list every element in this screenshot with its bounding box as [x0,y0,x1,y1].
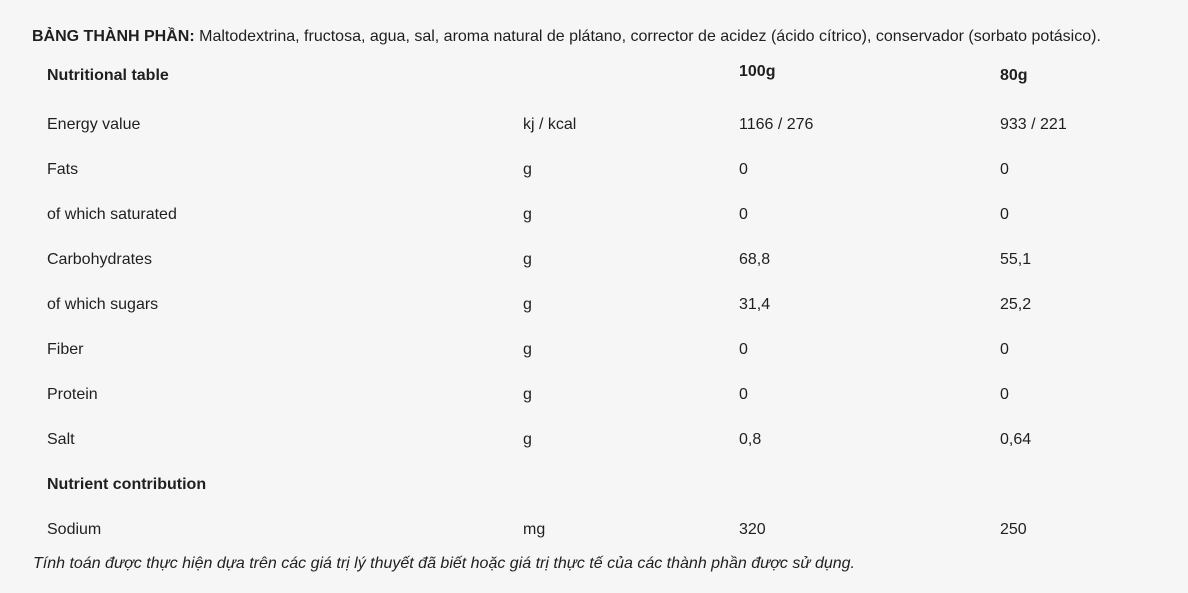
table-row [47,157,1167,202]
table-row [47,112,1167,157]
table-row [47,247,1167,292]
ingredients-line [32,27,1101,47]
row-value-100g: 0,8 [739,431,762,448]
row-value-100g: 320 [739,521,766,538]
column-header-100g: 100g [739,63,776,80]
column-header-80g: 80g [1000,67,1028,84]
row-unit: mg [523,521,546,538]
table-title: Nutritional table [47,67,169,84]
row-name: Sodium [47,521,102,538]
row-name: of which saturated [47,206,177,223]
row-value-100g: 0 [739,206,748,223]
row-value-80g: 0 [1000,341,1009,358]
nutrition-table [47,62,1167,562]
row-name: of which sugars [47,296,159,313]
table-row [47,202,1167,247]
row-unit: kj / kcal [523,116,577,133]
table-row [47,337,1167,382]
row-name: Salt [47,431,75,448]
row-name: Energy value [47,116,141,133]
row-name: Fats [47,161,79,178]
row-value-80g: 55,1 [1000,251,1032,268]
table-row [47,427,1167,472]
row-unit: g [523,161,532,178]
row-unit: g [523,251,532,268]
row-unit: g [523,296,532,313]
row-value-100g: 1166 / 276 [739,116,814,133]
table-header-row [47,62,1167,107]
row-value-100g: 0 [739,341,748,358]
row-unit: g [523,341,532,358]
table-row [47,382,1167,427]
row-name: Fiber [47,341,84,358]
row-value-80g: 25,2 [1000,296,1032,313]
row-value-80g: 0 [1000,386,1009,403]
row-value-80g: 0 [1000,206,1009,223]
ingredients-text: Maltodextrina, fructosa, agua, sal, aroma natural de plátano, corrector de acidez (ácido cítrico), conservador (sorbato potásico). [199,28,1101,45]
row-unit: g [523,431,532,448]
section-title: Nutrient contribution [47,476,207,493]
row-unit: g [523,206,532,223]
row-value-80g: 0,64 [1000,431,1032,448]
footnote: Tính toán được thực hiện dựa trên các giá trị lý thuyết đã biết hoặc giá trị thực tế của các thành phần được sử dụng. [33,555,855,572]
row-value-80g: 933 / 221 [1000,116,1067,133]
row-value-100g: 68,8 [739,251,771,268]
row-name: Carbohydrates [47,251,152,268]
row-value-100g: 0 [739,386,748,403]
row-value-100g: 0 [739,161,748,178]
row-value-80g: 250 [1000,521,1027,538]
row-value-100g: 31,4 [739,296,771,313]
section-header-row [47,472,1167,517]
ingredients-label: BẢNG THÀNH PHẦN: [32,28,195,45]
table-row [47,292,1167,337]
row-name: Protein [47,386,98,403]
row-value-80g: 0 [1000,161,1009,178]
row-unit: g [523,386,532,403]
